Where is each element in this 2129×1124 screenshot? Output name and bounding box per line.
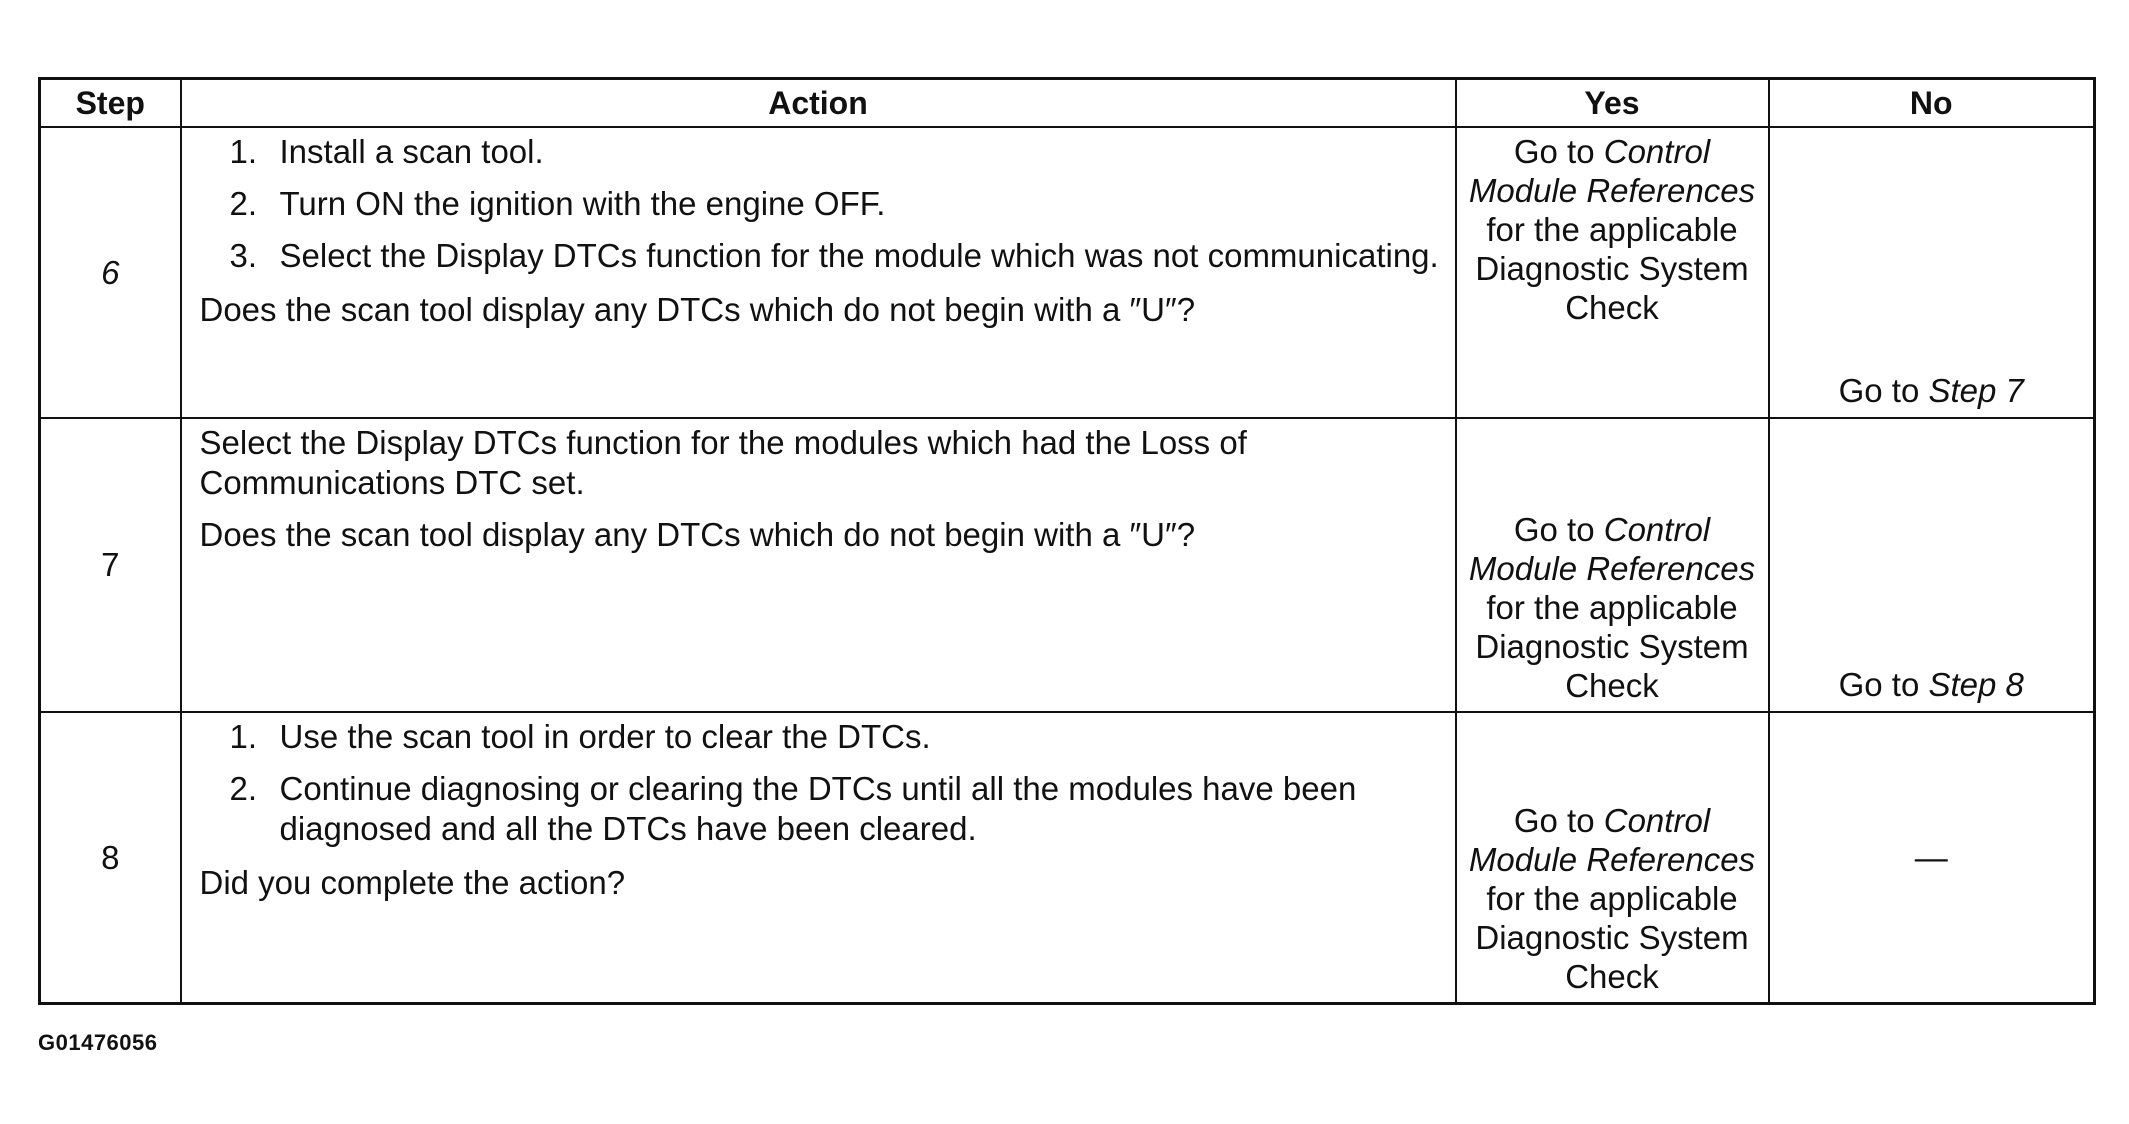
action-list [200,132,1455,276]
list-item: 2. Continue diagnosing or clearing the DTCs until all the modules have been diagnosed and all the DTCs have been cleared. [229,770,1357,848]
step-link: Step 7 [1928,372,2024,410]
action-question: Does the scan tool display any DTCs which do not begin with a ″U″? [199,291,1196,328]
header-yes: Yes [1456,79,1769,128]
control-module-references-link: Control Module References [1468,802,1756,878]
list-item: 1. Use the scan tool in order to clear the DTCs. [229,718,931,756]
header-step: Step [40,79,181,128]
step-link: Step 8 [1928,666,2024,704]
diagnostic-step-table [38,77,2096,1005]
yes-result: Go to Control Module References for the applicable Diagnostic System Check [1468,133,1756,326]
step-number: 8 [101,838,120,876]
table-row-step-6 [40,127,2095,418]
action-list [200,717,1455,849]
no-cell [1769,127,2095,418]
action-question: Does the scan tool display any DTCs which do not begin with a ″U″? [199,516,1196,554]
yes-cell [1456,418,1769,712]
action-intro: Select the Display DTCs function for the modules which had the Loss of Communications DTC set. [199,424,1247,502]
yes-result: Go to Control Module References for the applicable Diagnostic System Check [1468,511,1756,705]
step-number-cell [40,127,181,418]
action-question: Did you complete the action? [199,864,626,902]
list-item: 1. Install a scan tool. [229,133,544,170]
header-no: No [1769,79,2095,128]
action-cell [181,712,1456,1003]
table-row-step-8 [40,712,2095,1003]
header-action: Action [181,79,1456,128]
step-number-cell [40,418,181,712]
step-number: 7 [101,546,120,584]
action-cell [181,418,1456,712]
table-row-step-7 [40,418,2095,712]
list-item: 3. Select the Display DTCs function for the module which was not communicating. [229,237,1439,274]
no-result: Go to Step 7 [1838,372,2024,410]
no-cell [1769,712,2095,1003]
figure-id-label: G01476056 [38,1030,158,1055]
control-module-references-link: Control Module References [1468,511,1756,588]
no-result: Go to Step 8 [1838,666,2024,704]
step-number-cell [40,712,181,1003]
step-number: 6 [101,253,120,291]
no-cell [1769,418,2095,712]
yes-result: Go to Control Module References for the applicable Diagnostic System Check [1468,802,1756,995]
yes-cell [1456,712,1769,1003]
table-header-row [40,79,2095,128]
control-module-references-link: Control Module References [1468,133,1756,209]
no-result-dash: — [1914,838,1948,876]
action-cell [181,127,1456,418]
list-item: 2. Turn ON the ignition with the engine OFF. [229,185,886,222]
yes-cell [1456,127,1769,418]
